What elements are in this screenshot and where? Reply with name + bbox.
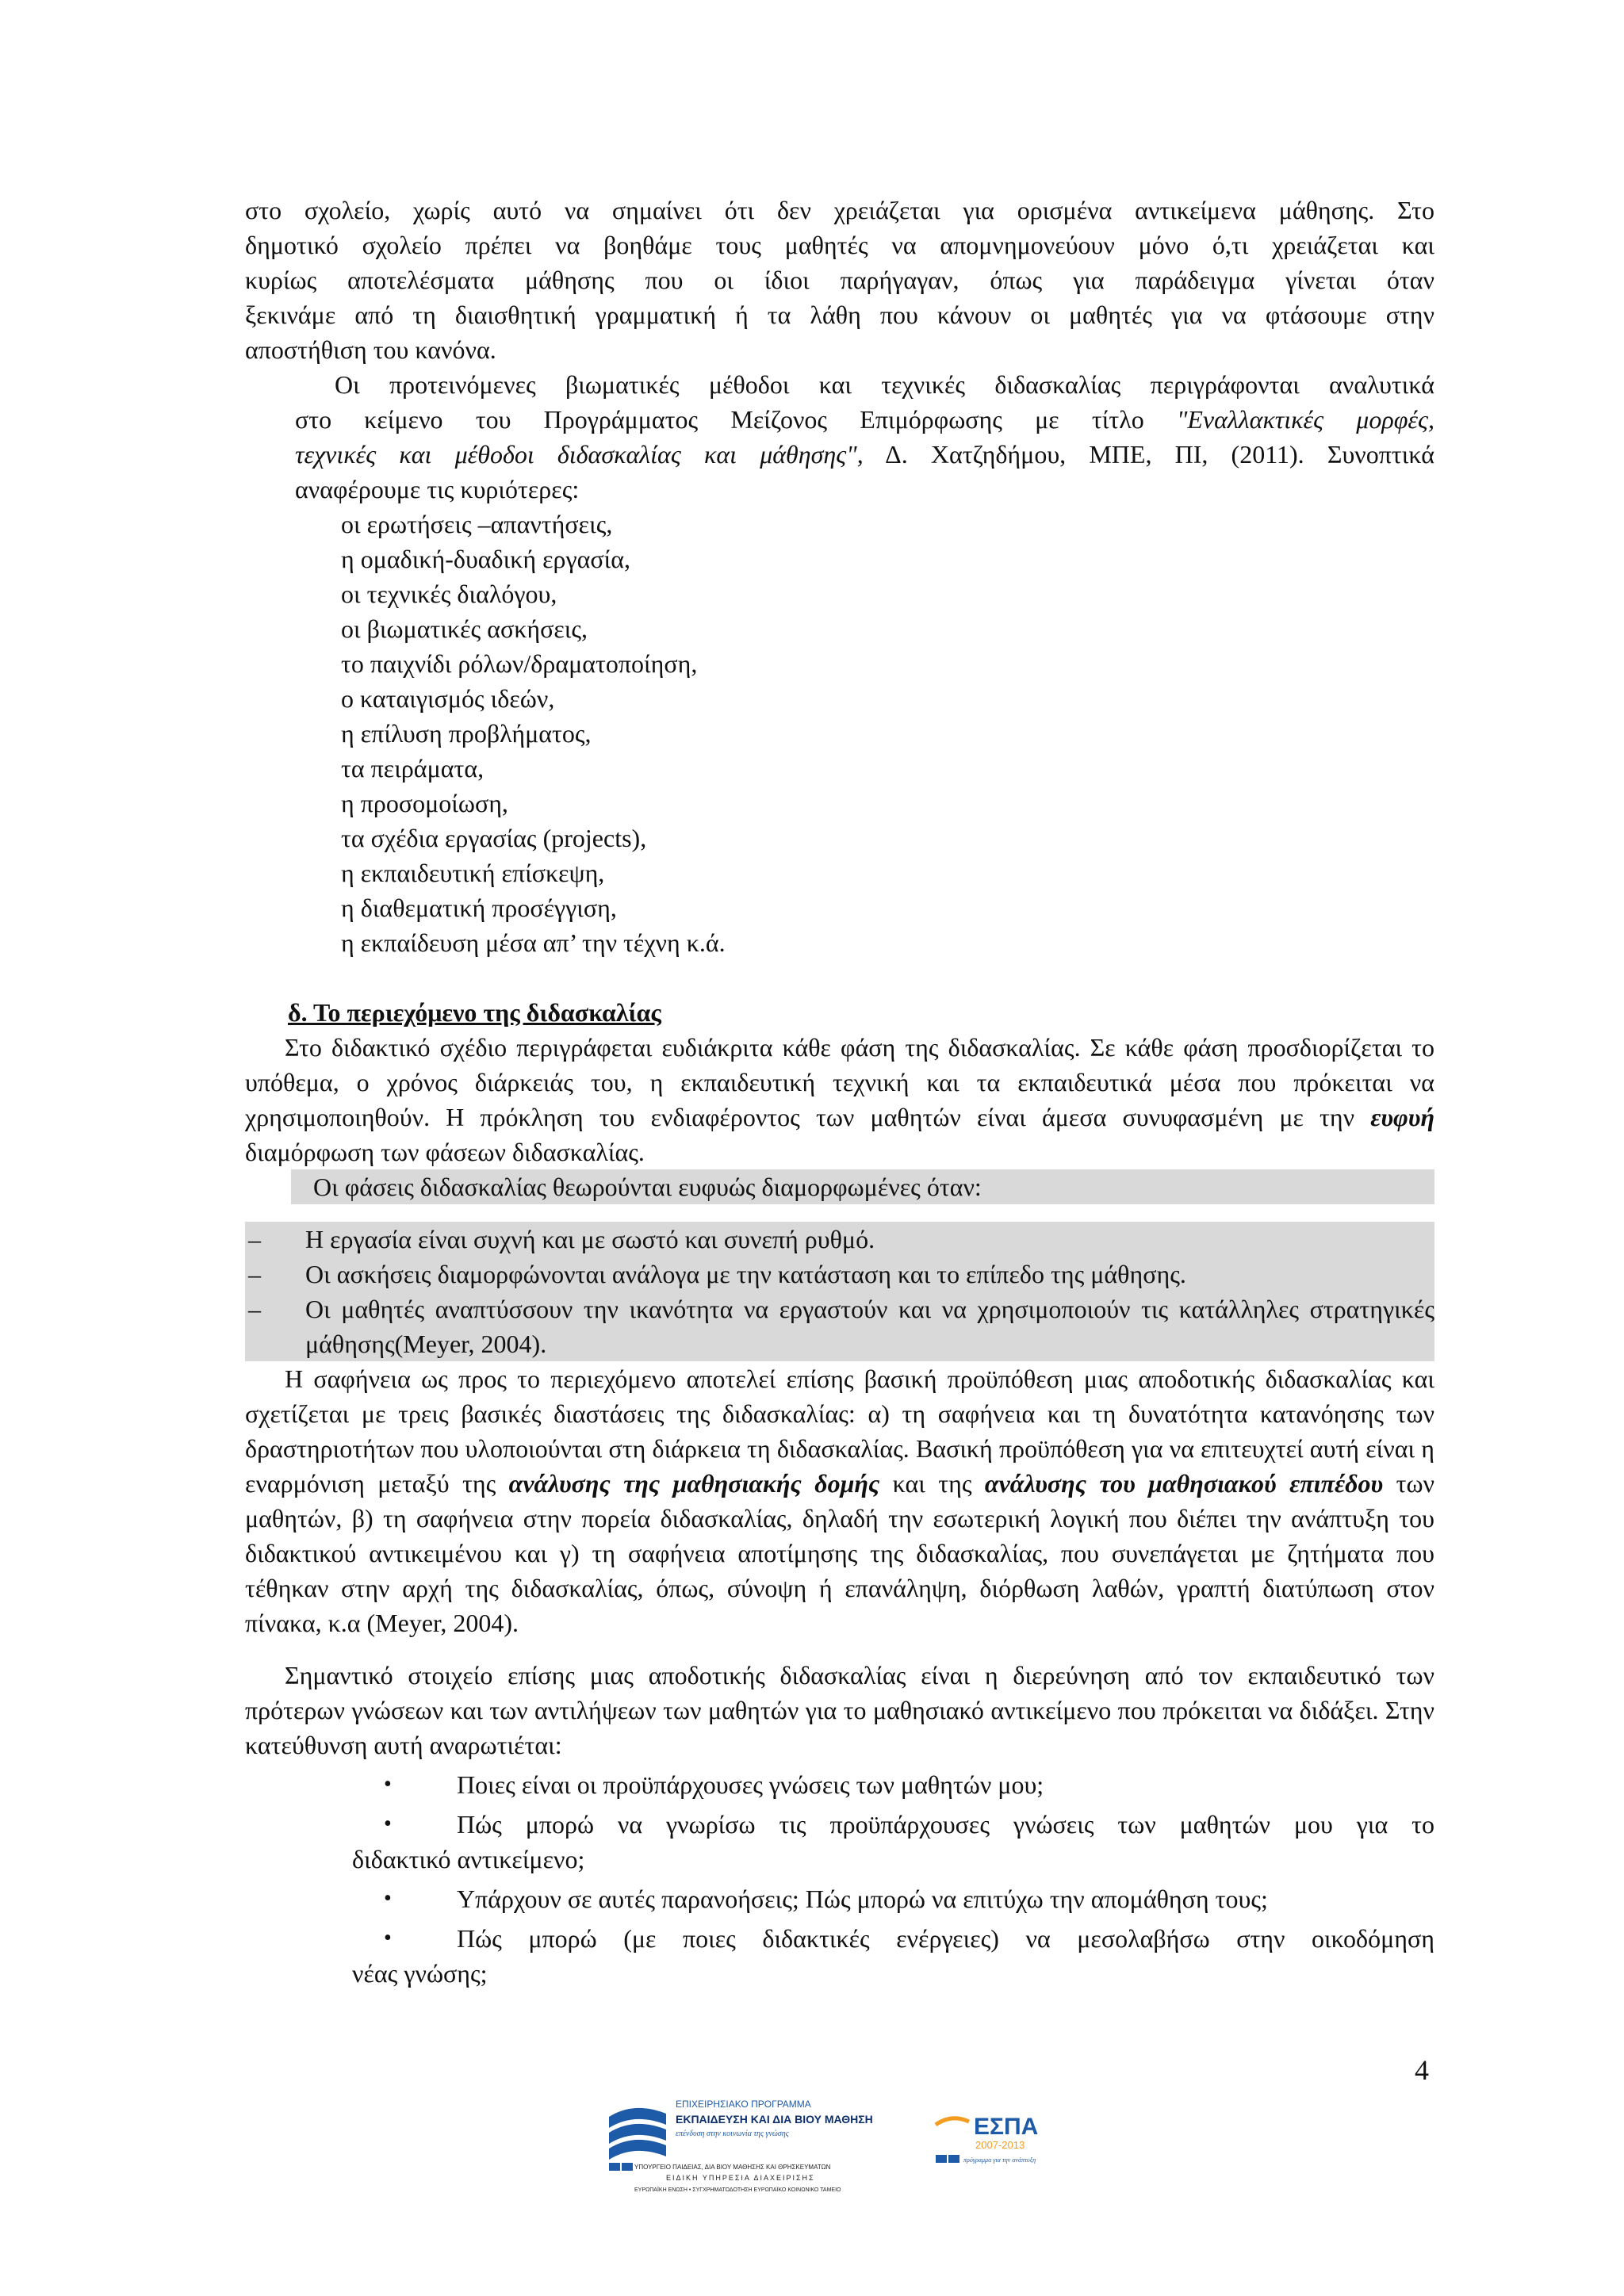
shaded-intro: Οι φάσεις διδασκαλίας θεωρούνται ευφυώς διαμορφωμένες όταν: xyxy=(291,1169,1434,1204)
list-item: η εκπαίδευση μέσα απ’ την τέχνη κ.ά. xyxy=(341,928,726,957)
text-span: Η σαφήνεια ως προς το περιεχόμενο αποτελεί επίσης βασική προϋπόθεση μιας αποδοτικής διδασκαλίας και σχετίζεται με τρεις βασικές διαστάσεις της διδασκαλίας: α) τη σαφήνεια και τη δυνατότητα κατανόησης των δραστηριοτήτων που υλοποιούνται στη διάρκεια τη διδασκαλίας. Βασική προϋπόθεση για να επιτευχτεί αυτή είναι η εναρμόνιση μεταξύ της xyxy=(245,1364,1434,1498)
question-item xyxy=(245,1921,1434,1991)
eu-line: ΕΥΡΩΠΑΪΚΗ ΕΝΩΣΗ • ΣΥΓΧΡΗΜΑΤΟΔΟΤΗΣΗ ΕΥΡΩΠΑΪΚΟ ΚΟΙΝΩΝΙΚΟ ΤΑΜΕΙΟ xyxy=(634,2187,841,2193)
text-line: αποστήθιση του κανόνα. xyxy=(245,335,496,364)
eu-flag-icon xyxy=(622,2163,633,2171)
list-item: οι τεχνικές διαλόγου, xyxy=(341,580,557,608)
question-continuation: νέας γνώσης; xyxy=(352,1959,488,1988)
ministry-line: ΥΠΟΥΡΓΕΙΟ ΠΑΙΔΕΙΑΣ, ΔΙΑ ΒΙΟΥ ΜΑΘΗΣΗΣ ΚΑΙ ΘΡΗΣΚΕΥΜΑΤΩΝ xyxy=(634,2164,831,2171)
spacer xyxy=(245,1204,1434,1222)
list-item: τα σχέδια εργασίας (projects), xyxy=(341,824,647,852)
dash-marker: – xyxy=(248,1225,261,1253)
bullet-marker: • xyxy=(384,1926,392,1950)
program-logo xyxy=(609,2099,873,2193)
list-item: οι ερωτήσεις –απαντήσεις, xyxy=(341,510,613,538)
dash-marker: – xyxy=(248,1260,261,1288)
list-item: η προσομοίωση, xyxy=(341,789,508,817)
list-item xyxy=(245,1222,1434,1257)
methods-list xyxy=(295,507,1434,960)
list-item: το παιχνίδι ρόλων/δραματοποίηση, xyxy=(341,649,698,678)
text-line: Οι προτεινόμενες βιωματικές μέθοδοι και τεχνικές διδασκαλίας περιγράφονται αναλυτικά xyxy=(335,370,1434,399)
list-item: οι βιωματικές ασκήσεις, xyxy=(341,614,588,643)
list-item: η ομαδική-δυαδική εργασία, xyxy=(341,545,631,573)
text-line: κυρίως αποτελέσματα μάθησης που οι ίδιοι παρήγαγαν, όπως για παράδειγμα γίνεται όταν xyxy=(245,266,1434,294)
question-text: Πώς μπορώ (με ποιες διδακτικές ενέργειες) να μεσολαβήσω στην οικοδόμηση xyxy=(457,1924,1434,1953)
greek-flag-icon xyxy=(609,2163,620,2171)
text-line xyxy=(295,437,1434,472)
title-italic: τεχνικές και μέθοδοι διδασκαλίας και μάθησης", xyxy=(295,440,864,469)
bullet-marker: • xyxy=(384,1812,392,1836)
section-heading: δ. Το περιεχόμενο της διδασκαλίας xyxy=(288,998,661,1027)
text-line xyxy=(295,402,1434,437)
question-item xyxy=(245,1881,1434,1916)
conditions-list xyxy=(245,1222,1434,1361)
text-span: και της xyxy=(879,1469,985,1498)
paragraph-3 xyxy=(245,1030,1434,1169)
program-line-2: ΕΚΠΑΙΔΕΥΣΗ ΚΑΙ ΔΙΑ ΒΙΟΥ ΜΑΘΗΣΗ xyxy=(676,2113,873,2126)
list-item: η εκπαιδευτική επίσκεψη, xyxy=(341,859,605,887)
question-text: Ποιες είναι οι προϋπάρχουσες γνώσεις των μαθητών μου; xyxy=(457,1770,1044,1799)
text-span: στο κείμενο του Προγράμματος Μείζονος Επιμόρφωσης με τίτλο xyxy=(295,405,1177,434)
emphasis-bold-italic: ανάλυσης του μαθησιακού επιπέδου xyxy=(984,1469,1384,1498)
dash-marker: – xyxy=(248,1295,261,1323)
espa-slogan: πρόγραμμα για την ανάπτυξη xyxy=(963,2156,1036,2164)
list-item: η επίλυση προβλήματος, xyxy=(341,719,592,748)
title-italic: "Εναλλακτικές μορφές, xyxy=(1176,405,1435,434)
authority-line: ΕΙΔΙΚΗ ΥΠΗΡΕΣΙΑ ΔΙΑΧΕΙΡΙΣΗΣ xyxy=(666,2174,815,2182)
text-line: στο σχολείο, χωρίς αυτό να σημαίνει ότι δεν χρειάζεται για ορισμένα αντικείμενα μάθησης. Στο xyxy=(245,196,1434,224)
question-text: Υπάρχουν σε αυτές παρανοήσεις; Πώς μπορώ να επιτύχω την απομάθηση τους; xyxy=(457,1885,1268,1913)
bullet-marker: • xyxy=(384,1886,392,1911)
paragraph-2 xyxy=(245,367,1434,960)
spacer xyxy=(245,1640,1434,1658)
eu-flag-icon xyxy=(948,2155,959,2163)
espa-title: ΕΣΠΑ xyxy=(974,2114,1039,2140)
text-span: διαμόρφωση των φάσεων διδασκαλίας. xyxy=(245,1138,645,1166)
text-line: δημοτικό σχολείο πρέπει να βοηθάμε τους μαθητές να απομνημονεύουν μόνο ό,τι χρειάζεται και xyxy=(245,231,1434,259)
emphasis-bold-italic: ευφυή xyxy=(1370,1103,1434,1131)
espa-years: 2007-2013 xyxy=(975,2139,1025,2151)
text-line: αναφέρουμε τις κυριότερες: xyxy=(295,475,580,503)
question-text: Πώς μπορώ να γνωρίσω τις προϋπάρχουσες γνώσεις των μαθητών μου για το xyxy=(457,1810,1434,1839)
espa-logo xyxy=(936,2114,1038,2164)
list-item-text: Η εργασία είναι συχνή και με σωστό και συνεπή ρυθμό. xyxy=(305,1225,875,1253)
wave-icon xyxy=(609,2140,666,2160)
list-item-text: Οι μαθητές αναπτύσσουν την ικανότητα να εργαστούν και να χρησιμοποιούν τις κατάλληλες στρατηγικές μάθησης(Meyer, 2004). xyxy=(305,1295,1434,1358)
list-item: η διαθεματική προσέγγιση, xyxy=(341,894,617,922)
list-item: ο καταιγισμός ιδεών, xyxy=(341,684,555,713)
page-number: 4 xyxy=(1415,2054,1429,2086)
text-span: Δ. Χατζηδήμου, ΜΠΕ, ΠΙ, (2011). Συνοπτικά xyxy=(863,440,1435,469)
question-lead xyxy=(352,1807,1434,1842)
text-span: των μαθητών, β) τη σαφήνεια στην πορεία διδασκαλίας, δηλαδή την εσωτερική λογική που διέπει την ανάπτυξη του διδακτικού αντικειμένου και γ) τη σαφήνεια αποτίμησης της διδασκαλίας, που συνεπάγεται με ζητήματα που τέθηκαν στην αρχή της διδασκαλίας, όπως, σύνοψη ή επανάληψη, διόρθωση λαθών, γραπτή διατύπωση στον πίνακα, κ.α (Meyer, 2004). xyxy=(245,1469,1434,1637)
text-span: Στο διδακτικό σχέδιο περιγράφεται ευδιάκριτα κάθε φάση της διδασκαλίας. Σε κάθε φάση προσδιορίζεται το υπόθεμα, ο χρόνος διάρκειάς του, η εκπαιδευτική τεχνική και τα εκπαιδευτικά μέσα που πρόκειται να χρησιμοποιηθούν. Η πρόκληση του ενδιαφέροντος των μαθητών είναι άμεσα συνυφασμένη με την xyxy=(245,1033,1434,1131)
list-item: τα πειράματα, xyxy=(341,754,485,783)
paragraph-4 xyxy=(245,1361,1434,1640)
question-item xyxy=(245,1807,1434,1877)
list-item-text: Οι ασκήσεις διαμορφώνονται ανάλογα με την κατάσταση και το επίπεδο της μάθησης. xyxy=(305,1260,1186,1288)
emphasis-bold-italic: ανάλυσης της μαθησιακής δομής xyxy=(508,1469,880,1498)
question-item xyxy=(245,1767,1434,1802)
program-line-1: ΕΠΙΧΕΙΡΗΣΙΑΚΟ ΠΡΟΓΡΑΜΜΑ xyxy=(676,2099,811,2110)
wave-icon xyxy=(936,2118,969,2125)
paragraph-1 xyxy=(245,193,1434,367)
text-line: ξεκινάμε από τη διαισθητική γραμματική ή τα λάθη που κάνουν οι μαθητές για να φτάσουμε στην xyxy=(245,300,1434,329)
spacer xyxy=(245,960,1434,995)
bullet-marker: • xyxy=(384,1772,392,1797)
list-item xyxy=(245,1292,1434,1361)
greek-flag-icon xyxy=(936,2155,947,2163)
list-item xyxy=(245,1257,1434,1292)
question-continuation: διδακτικό αντικείμενο; xyxy=(352,1845,585,1873)
funding-logos xyxy=(603,2093,1078,2204)
question-lead xyxy=(352,1921,1434,1956)
body-text xyxy=(245,193,1434,1991)
program-slogan: επένδυση στην κοινωνία της γνώσης xyxy=(676,2130,789,2138)
paragraph-5: Σημαντικό στοιχείο επίσης μιας αποδοτικής διδασκαλίας είναι η διερεύνηση από τον εκπαιδευτικό των πρότερων γνώσεων και των αντιλήψεων των μαθητών για το μαθησιακό αντικείμενο που πρόκειται να διδάξει. Στην κατεύθυνση αυτή αναρωτιέται: xyxy=(245,1661,1434,1759)
